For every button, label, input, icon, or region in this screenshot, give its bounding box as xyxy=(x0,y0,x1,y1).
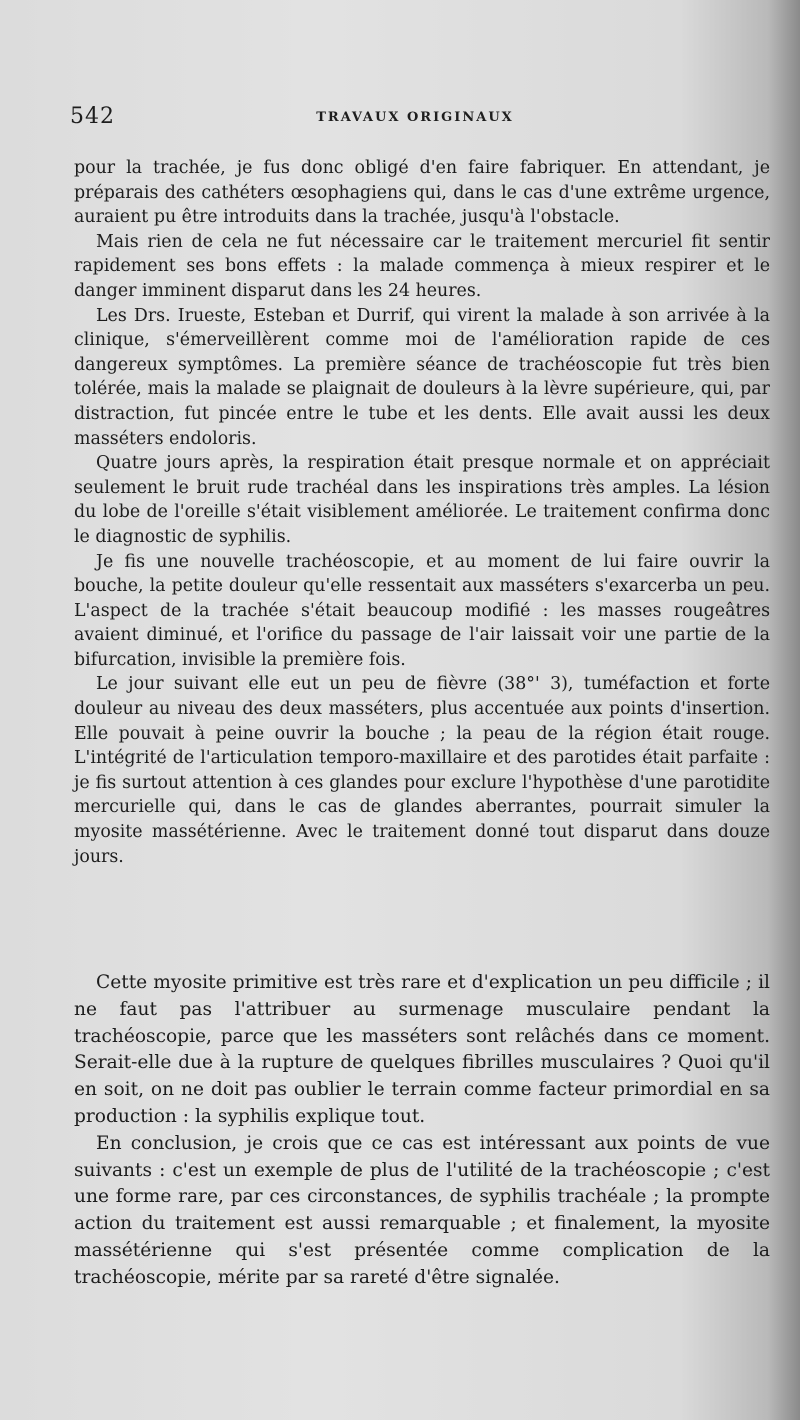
body-text-upper xyxy=(74,156,770,869)
page-number: 542 xyxy=(70,104,115,129)
paragraph: Cette myosite primitive est très rare et d'explication un peu difficile ; il ne faut pas l'attribuer au surmenage musculaire pendant la trachéoscopie, parce que les masséters sont relâchés dans ce moment. Serait-elle due à la rupture de quelques fibrilles musculaires ? Quoi qu'il en soit, on ne doit pas oublier le terrain comme facteur primordial en sa production : la syphilis explique tout. xyxy=(74,972,770,1127)
paragraph: En conclusion, je crois que ce cas est intéressant aux points de vue suivants : c'est un exemple de plus de l'utilité de la trachéoscopie ; c'est une forme rare, par ces circonstances, de syphilis trachéale ; la prompte action du traitement est aussi remarquable ; et finalement, la myosite massétérienne qui s'est présentée comme complication de la trachéoscopie, mérite par sa rareté d'être signalée. xyxy=(74,1132,770,1288)
paragraph: Les Drs. Irueste, Esteban et Durrif, qui virent la malade à son arrivée à la clinique, s'émerveillèrent comme moi de l'amélioration rapide de ces dangereux symptômes. La première séance de trachéoscopie fut très bien tolérée, mais la malade se plaignait de douleurs à la lèvre supérieure, qui, par distraction, fut pincée entre le tube et les dents. Elle avait aussi les deux masséters endoloris. xyxy=(74,305,770,449)
paragraph: pour la trachée, je fus donc obligé d'en faire fabriquer. En attendant, je préparais des cathéters œsophagiens qui, dans le cas d'une extrême urgence, auraient pu être introduits dans la trachée, jusqu'à l'obstacle. xyxy=(74,158,770,228)
page-header xyxy=(70,104,760,138)
paragraph: Quatre jours après, la respiration était presque normale et on appréciait seulement le bruit rude trachéal dans les inspirations très amples. La lésion du lobe de l'oreille s'était visiblement améliorée. Le traitement confirma donc le diagnostic de syphilis. xyxy=(74,453,770,547)
paragraph: Mais rien de cela ne fut nécessaire car le traitement mercuriel fit sentir rapidement ses bons effets : la malade commença à mieux respirer et le danger imminent disparut dans les 24 heures. xyxy=(74,231,770,301)
body-text-lower xyxy=(74,970,770,1292)
running-title: TRAVAUX ORIGINAUX xyxy=(316,110,514,125)
paragraph: Je fis une nouvelle trachéoscopie, et au moment de lui faire ouvrir la bouche, la petite douleur qu'elle ressentait aux masséters s'exarcerba un peu. L'aspect de la trachée s'était beaucoup modifié : les masses rougeâtres avaient diminué, et l'orifice du passage de l'air laissait voir une partie de la bifurcation, invisible la première fois. xyxy=(74,551,770,670)
paragraph: Le jour suivant elle eut un peu de fièvre (38°' 3), tuméfaction et forte douleur au niveau des deux masséters, plus accentuée aux points d'insertion. Elle pouvait à peine ouvrir la bouche ; la peau de la région était rouge. L'intégrité de l'articulation temporo-maxillaire et des parotides était parfaite : je fis surtout attention à ces glandes pour exclure l'hypothèse d'une parotidite mercurielle qui, dans le cas de glandes aberrantes, pourrait simuler la myosite massétérienne. Avec le traitement donné tout disparut dans douze jours. xyxy=(74,674,770,867)
